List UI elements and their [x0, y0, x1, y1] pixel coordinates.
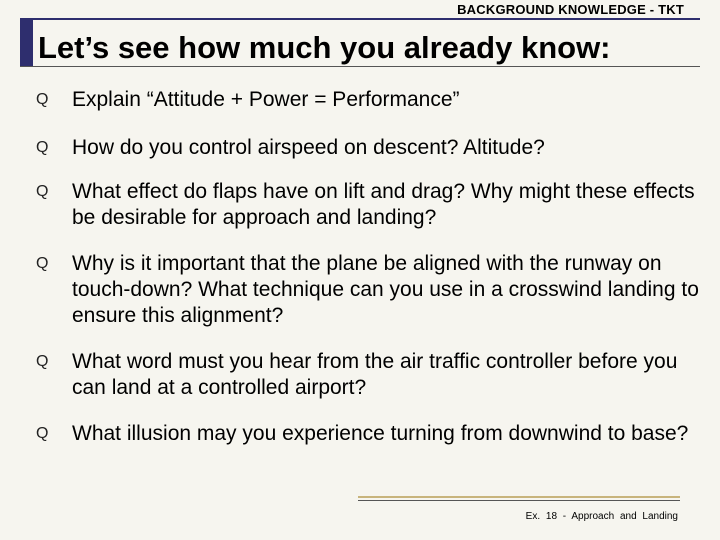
- question-text: Why is it important that the plane be aligned with the runway on touch-down? What technique can you use in a crosswind landing to ensure this alignment?: [72, 252, 699, 327]
- question-text: What effect do flaps have on lift and drag? Why might these effects be desirable for approach and landing?: [72, 180, 695, 229]
- bullet-marker: Q: [36, 255, 49, 272]
- page-title: Let’s see how much you already know:: [38, 30, 611, 65]
- bullet-marker: Q: [36, 183, 49, 200]
- question-text: How do you control airspeed on descent? Altitude?: [72, 136, 545, 159]
- question-text: What word must you hear from the air traffic controller before you can land at a controlled airport?: [72, 350, 678, 399]
- bullet-marker: Q: [36, 353, 49, 370]
- footer-divider: [358, 500, 680, 501]
- footer-label: Ex. 18 - Approach and Landing: [525, 511, 678, 522]
- question-text: Explain “Attitude + Power = Performance”: [72, 88, 460, 111]
- bullet-marker: Q: [36, 139, 49, 156]
- question-text: What illusion may you experience turning from downwind to base?: [72, 422, 689, 445]
- bullet-marker: Q: [36, 91, 49, 108]
- section-label: BACKGROUND KNOWLEDGE - TKT: [457, 2, 684, 17]
- bullet-marker: Q: [36, 425, 49, 442]
- footer-divider-gold: [358, 496, 680, 498]
